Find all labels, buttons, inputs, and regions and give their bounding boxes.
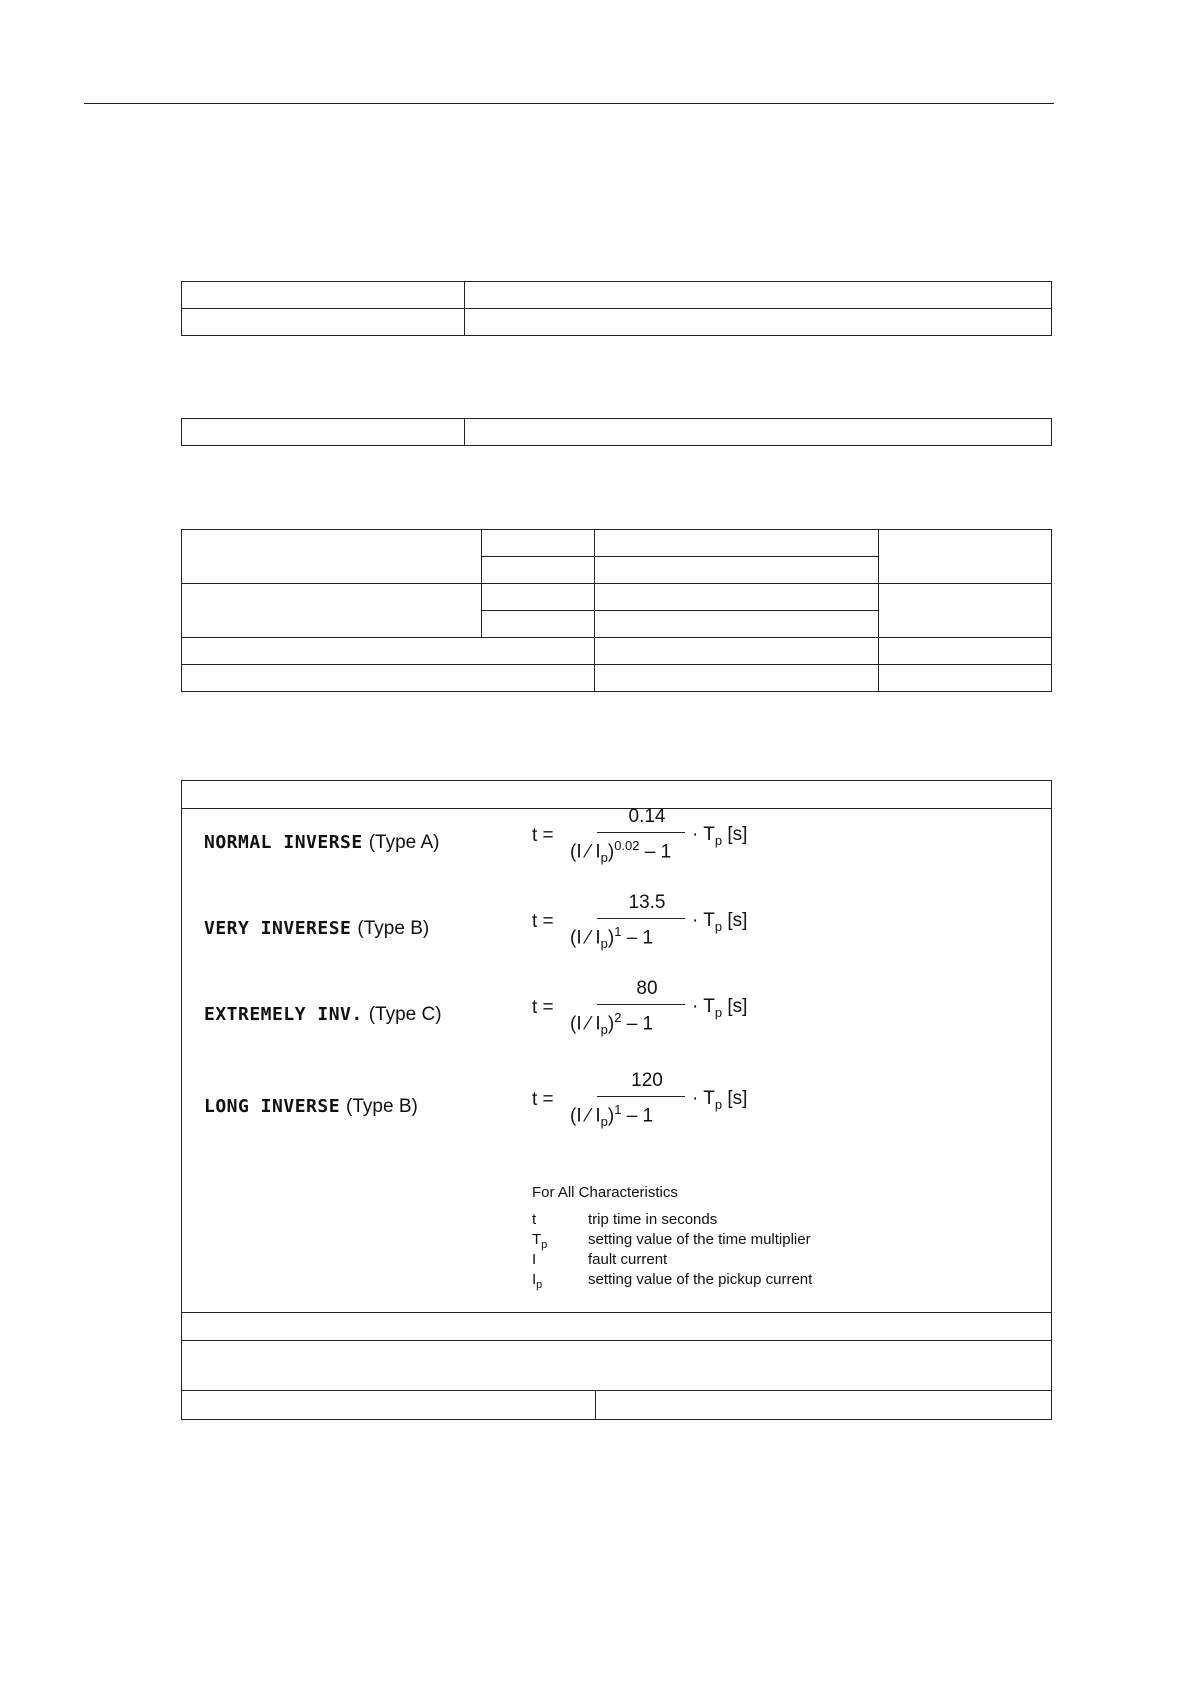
table-cell bbox=[595, 530, 879, 557]
formula-rhs: · $T_p$ [s] bbox=[692, 910, 748, 934]
formula-normal-inverse bbox=[532, 806, 772, 866]
legend-item bbox=[532, 1271, 813, 1291]
formula-denominator: (I ⁄ $I_p)^1 - 1$ bbox=[570, 1102, 654, 1130]
table-cell bbox=[482, 557, 595, 584]
box-divider bbox=[182, 1390, 1051, 1391]
curve-type: (Type B) bbox=[357, 918, 430, 939]
formula-very-inverse bbox=[532, 892, 772, 952]
curve-label-normal-inverse bbox=[204, 832, 439, 854]
legend-symbol: t bbox=[532, 1211, 537, 1228]
table-cell bbox=[182, 584, 482, 638]
table-cell bbox=[879, 530, 1052, 584]
table-cell bbox=[182, 282, 465, 309]
formula-numerator: 120 bbox=[631, 1070, 663, 1091]
curve-label-extremely-inverse bbox=[204, 1004, 442, 1026]
curve-type: (Type C) bbox=[368, 1004, 442, 1025]
table-cell bbox=[182, 309, 465, 336]
fraction-bar bbox=[597, 1004, 685, 1005]
table-cell bbox=[482, 584, 595, 611]
formula-rhs: · $T_p$ [s] bbox=[692, 824, 748, 848]
curve-type: (Type B) bbox=[346, 1096, 418, 1117]
legend-item bbox=[532, 1211, 718, 1231]
table-cell bbox=[595, 584, 879, 611]
fraction-bar bbox=[597, 918, 685, 919]
box-divider bbox=[182, 1312, 1051, 1313]
table-cell bbox=[595, 665, 879, 692]
settings-table-2 bbox=[181, 418, 1052, 446]
table-cell bbox=[879, 584, 1052, 638]
legend-description: setting value of the pickup current bbox=[588, 1271, 813, 1288]
table-row bbox=[182, 638, 1052, 665]
legend-title: For All Characteristics bbox=[532, 1184, 678, 1201]
table-cell bbox=[879, 638, 1052, 665]
legend bbox=[532, 1184, 813, 1291]
table-cell bbox=[182, 665, 595, 692]
curve-name: LONG INVERSE bbox=[204, 1096, 341, 1117]
table-cell bbox=[482, 611, 595, 638]
table-row bbox=[182, 282, 1052, 309]
formula-numerator: 0.14 bbox=[628, 806, 666, 827]
table-cell bbox=[182, 638, 595, 665]
formula-numerator: 13.5 bbox=[628, 892, 666, 913]
table-row bbox=[182, 419, 1052, 446]
formula-rhs: · $T_p$ [s] bbox=[692, 996, 748, 1020]
curve-name: EXTREMELY INV. bbox=[204, 1004, 363, 1025]
header-rule bbox=[84, 103, 1054, 104]
settings-table-1 bbox=[181, 281, 1052, 336]
table-row bbox=[182, 665, 1052, 692]
legend-symbol: $I_p$ bbox=[532, 1271, 543, 1291]
legend-symbol: I bbox=[532, 1251, 537, 1268]
trip-characteristics-box bbox=[181, 780, 1052, 1420]
legend-description: setting value of the time multiplier bbox=[588, 1231, 811, 1248]
formula-extremely-inverse bbox=[532, 978, 772, 1038]
formula-lhs: t = bbox=[532, 1089, 554, 1110]
formula-lhs: t = bbox=[532, 825, 554, 846]
curve-label-very-inverse bbox=[204, 918, 429, 940]
table-cell bbox=[879, 665, 1052, 692]
table-cell bbox=[182, 419, 465, 446]
curve-name: NORMAL INVERSE bbox=[204, 832, 363, 853]
formula-numerator: 80 bbox=[636, 978, 658, 999]
table-row bbox=[182, 584, 1052, 611]
legend-symbol: $T_p$ bbox=[532, 1231, 548, 1251]
settings-table-3 bbox=[181, 529, 1052, 692]
curve-type: (Type A) bbox=[368, 832, 440, 853]
box-divider bbox=[182, 1340, 1051, 1341]
table-cell bbox=[465, 309, 1052, 336]
formula-lhs: t = bbox=[532, 997, 554, 1018]
formula-denominator: (I ⁄ $I_p)^1 - 1$ bbox=[570, 924, 654, 952]
formula-denominator: (I ⁄ $I_p)^2 - 1$ bbox=[570, 1010, 654, 1038]
table-cell bbox=[182, 530, 482, 584]
box-column-divider bbox=[595, 1390, 596, 1419]
table-cell bbox=[595, 611, 879, 638]
formula-denominator: (I ⁄ $I_p)^{0.02} - 1$ bbox=[570, 838, 672, 866]
legend-description: fault current bbox=[588, 1251, 668, 1268]
formula-rhs: · $T_p$ [s] bbox=[692, 1088, 748, 1112]
table-cell bbox=[482, 530, 595, 557]
table-row bbox=[182, 309, 1052, 336]
curve-name: VERY INVERESE bbox=[204, 918, 352, 939]
table-cell bbox=[595, 557, 879, 584]
curve-label-long-inverse bbox=[204, 1096, 418, 1118]
fraction-bar bbox=[597, 1096, 685, 1097]
formula-lhs: t = bbox=[532, 911, 554, 932]
legend-description: trip time in seconds bbox=[588, 1211, 718, 1228]
legend-item bbox=[532, 1251, 678, 1271]
table-cell bbox=[465, 419, 1052, 446]
table-cell bbox=[595, 638, 879, 665]
formula-long-inverse bbox=[532, 1070, 772, 1130]
table-row bbox=[182, 530, 1052, 557]
fraction-bar bbox=[597, 832, 685, 833]
legend-item bbox=[532, 1231, 811, 1251]
table-cell bbox=[465, 282, 1052, 309]
